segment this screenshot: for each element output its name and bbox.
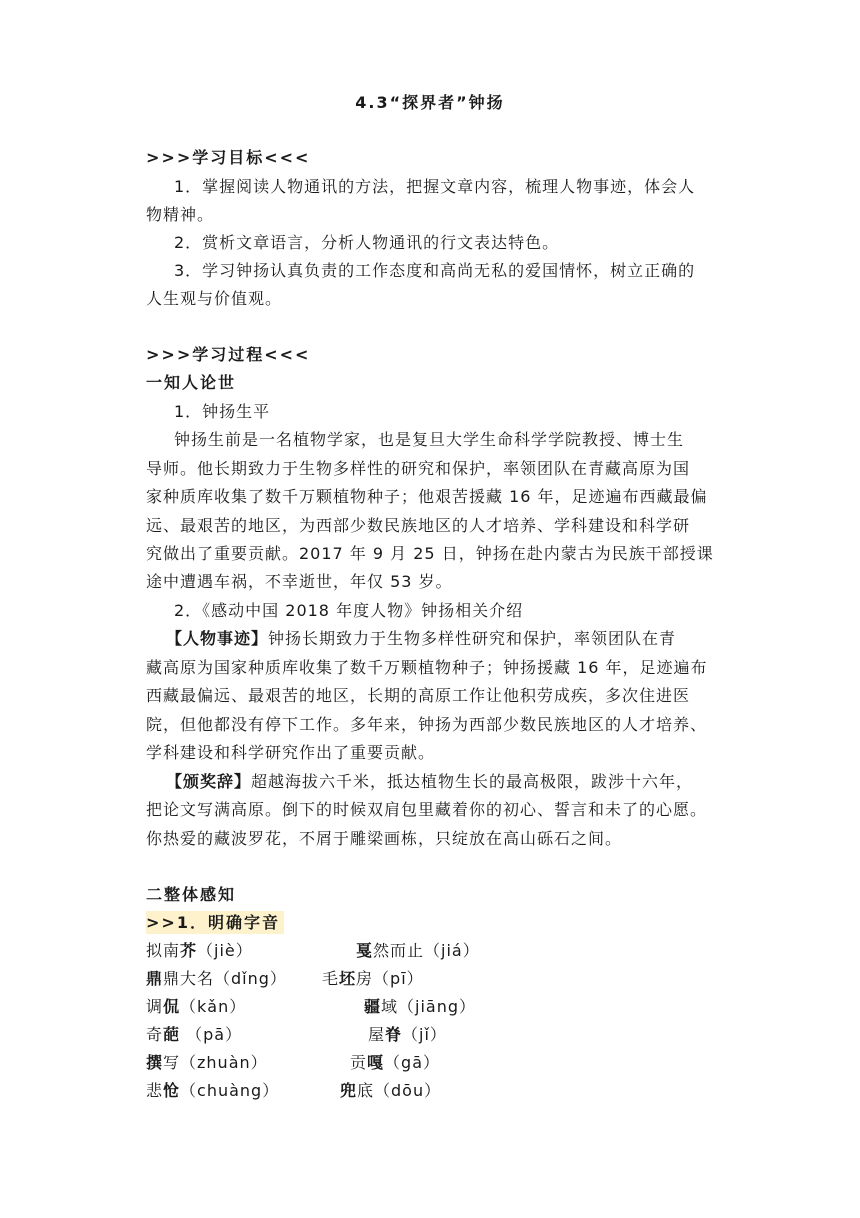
pronunciation-target-char: 戛 <box>356 941 374 960</box>
bio-line-1: 钟扬生前是一名植物学家，也是复旦大学生命科学学院教授、博士生 <box>174 430 685 449</box>
subheading-bio: 1．钟扬生平 <box>174 402 271 421</box>
pronunciation-suffix: （jiè） <box>197 941 253 960</box>
pronunciation-target-char: 鼎 <box>146 969 164 988</box>
pronunciation-heading <box>146 912 766 934</box>
pronunciation-item <box>146 940 253 962</box>
pronunciation-suffix: 然而止（jiá） <box>373 941 480 960</box>
pronunciation-item <box>146 1080 279 1102</box>
pronunciation-item <box>368 1024 447 1046</box>
award-label: 【颁奖辞】 <box>166 772 252 791</box>
pronunciation-prefix: 奇 <box>146 1025 164 1044</box>
deeds-text-1: 钟扬长期致力于生物多样性研究和保护，率领团队在青 <box>268 629 677 648</box>
bio-line-5: 究做出了重要贡献。2017 年 9 月 25 日，钟扬在赴内蒙古为民族干部授课 <box>146 544 714 563</box>
pronunciation-target-char: 葩 <box>163 1025 181 1044</box>
pronunciation-target-char: 嘎 <box>367 1053 385 1072</box>
bio-line-3: 家种质库收集了数千万颗植物种子；他艰苦援藏 16 年，足迹遍布西藏最偏 <box>146 487 708 506</box>
pronunciation-target-char: 脊 <box>385 1025 403 1044</box>
pronunciation-suffix: 房（pī） <box>356 969 424 988</box>
pronunciation-target-char: 疆 <box>364 997 382 1016</box>
pronunciation-item <box>146 968 287 990</box>
pronunciation-item <box>146 1024 242 1046</box>
goal-1-line-1: 1．掌握阅读人物通讯的方法，把握文章内容，梳理人物事迹，体会人 <box>174 177 696 196</box>
pronunciation-prefix: 屋 <box>368 1025 386 1044</box>
pronunciation-suffix: （gā） <box>384 1053 440 1072</box>
section-1-heading: 一知人论世 <box>146 373 237 392</box>
pronunciation-item <box>146 996 246 1018</box>
pronunciation-heading-text: >>1．明确字音 <box>146 911 284 934</box>
deeds-line-4: 院，但他都没有停下工作。多年来，钟扬为西部少数民族地区的人才培养、 <box>146 715 708 734</box>
bio-line-4: 远、最艰苦的地区，为西部少数民族地区的人才培养、学科建设和科学研 <box>146 516 691 535</box>
pronunciation-suffix: （chuàng） <box>180 1081 280 1100</box>
bio-line-2: 导师。他长期致力于生物多样性的研究和保护，率领团队在青藏高原为国 <box>146 459 691 478</box>
pronunciation-target-char: 芥 <box>180 941 198 960</box>
page-title: 4.3“探界者”钟扬 <box>355 93 505 112</box>
pronunciation-item <box>340 1080 441 1102</box>
pronunciation-suffix: 底（dōu） <box>357 1081 442 1100</box>
deeds-label: 【人物事迹】 <box>166 629 269 648</box>
goals-heading: >>>学习目标<<< <box>146 148 311 167</box>
pronunciation-prefix: 毛 <box>322 969 340 988</box>
pronunciation-prefix: 调 <box>146 997 164 1016</box>
pronunciation-target-char: 坯 <box>339 969 357 988</box>
pronunciation-prefix: 贡 <box>350 1053 368 1072</box>
pronunciation-suffix: 写（zhuàn） <box>163 1053 268 1072</box>
award-line-3: 你热爱的藏波罗花，不屑于雕梁画栋，只绽放在高山砾石之间。 <box>146 829 623 848</box>
pronunciation-prefix: 悲 <box>146 1081 164 1100</box>
pronunciation-target-char: 兜 <box>340 1081 358 1100</box>
process-heading: >>>学习过程<<< <box>146 345 311 364</box>
pronunciation-target-char: 怆 <box>163 1081 181 1100</box>
deeds-line-1 <box>166 628 786 650</box>
pronunciation-target-char: 侃 <box>163 997 181 1016</box>
bio-line-6: 途中遭遇车祸，不幸逝世，年仅 53 岁。 <box>146 572 453 591</box>
pronunciation-suffix: 鼎大名（dǐng） <box>163 969 287 988</box>
pronunciation-item <box>146 1052 268 1074</box>
deeds-line-5: 学科建设和科学研究作出了重要贡献。 <box>146 743 436 762</box>
pronunciation-item <box>322 968 424 990</box>
pronunciation-suffix: 域（jiāng） <box>381 997 477 1016</box>
goal-1-line-2: 物精神。 <box>146 205 215 224</box>
pronunciation-prefix: 拟南 <box>146 941 181 960</box>
pronunciation-target-char: 撰 <box>146 1053 164 1072</box>
goal-3-line-2: 人生观与价值观。 <box>146 289 283 308</box>
pronunciation-item <box>350 1052 440 1074</box>
deeds-line-2: 藏高原为国家种质库收集了数千万颗植物种子；钟扬援藏 16 年，足迹遍布 <box>146 658 708 677</box>
award-text-1: 超越海拔六千米，抵达植物生长的最高极限，跋涉十六年， <box>251 772 694 791</box>
pronunciation-suffix: （jǐ） <box>402 1025 447 1044</box>
goal-3-line-1: 3．学习钟扬认真负责的工作态度和高尚无私的爱国情怀，树立正确的 <box>174 261 696 280</box>
award-line-2: 把论文写满高原。倒下的时候双肩包里藏着你的初心、誓言和未了的心愿。 <box>146 800 708 819</box>
deeds-line-3: 西藏最偏远、最艰苦的地区，长期的高原工作让他积劳成疾，多次住进医 <box>146 686 691 705</box>
pronunciation-suffix: （kǎn） <box>180 997 247 1016</box>
pronunciation-suffix: （pā） <box>180 1025 243 1044</box>
pronunciation-item <box>364 996 476 1018</box>
award-line-1 <box>166 771 786 793</box>
subheading-award-intro: 2．《感动中国 2018 年度人物》钟扬相关介绍 <box>174 601 524 620</box>
section-2-heading: 二整体感知 <box>146 885 237 904</box>
pronunciation-item <box>356 940 480 962</box>
goal-2: 2．赏析文章语言，分析人物通讯的行文表达特色。 <box>174 233 560 252</box>
